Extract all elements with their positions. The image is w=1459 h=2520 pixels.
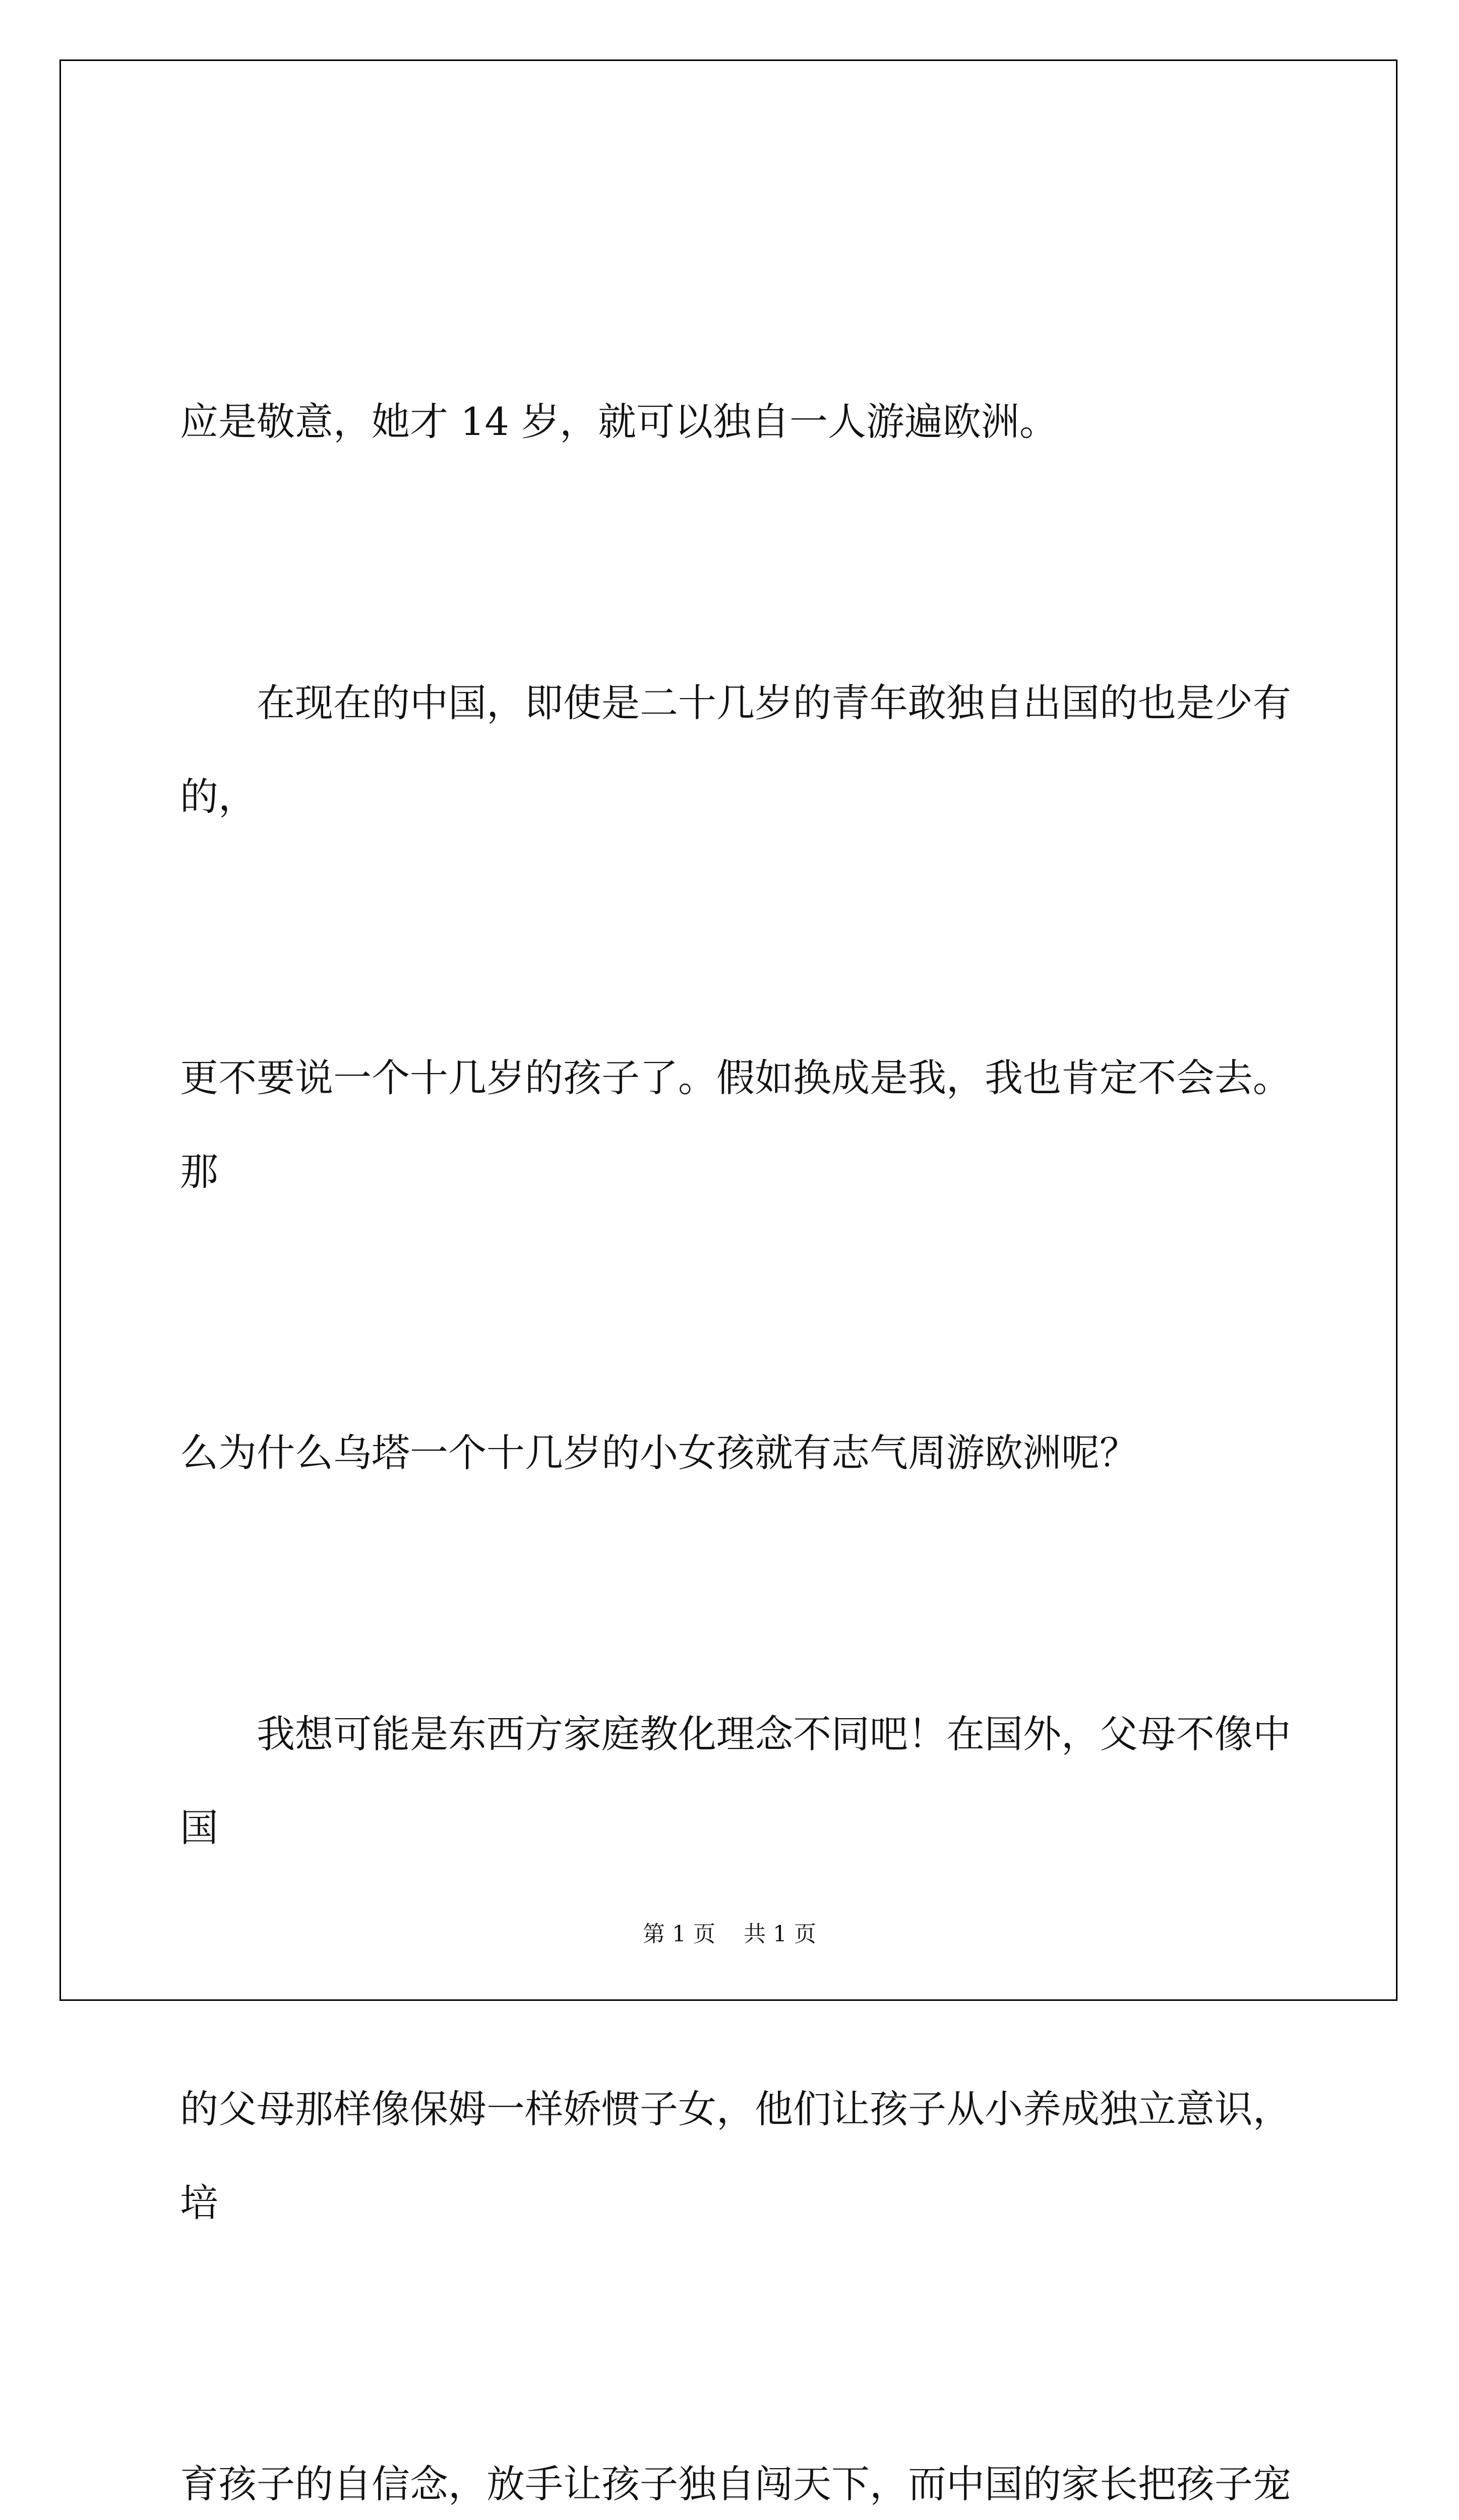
text-line-7: 育孩子的自信念，放手让孩子独自闯天下，而中国的家长把孩子宠 (180, 2462, 1291, 2506)
page-footer (0, 1919, 1459, 1949)
text-line-2: 在现在的中国，即使是二十几岁的青年敢独自出国的也是少有的， (180, 680, 1291, 819)
text-line-6: 的父母那样像保姆一样娇惯子女，他们让孩子从小养成独立意识，培 (180, 2087, 1291, 2225)
text-line-1: 应是敬意，她才 14 岁，就可以独自一人游遍欧洲。 (180, 399, 1058, 444)
text-line-3: 更不要说一个十几岁的孩子了。假如换成是我，我也肯定不会去。那 (180, 1055, 1291, 1194)
text-line-5: 我想可能是东西方家庭教化理念不同吧！在国外，父母不像中国 (180, 1712, 1291, 1850)
text-line-4: 么为什么乌塔一个十几岁的小女孩就有志气周游欧洲呢？ (180, 1430, 1138, 1475)
page-count: 共 1 页 (744, 1921, 816, 1947)
page-number: 第 1 页 (643, 1921, 715, 1947)
document-body (180, 187, 1294, 2520)
